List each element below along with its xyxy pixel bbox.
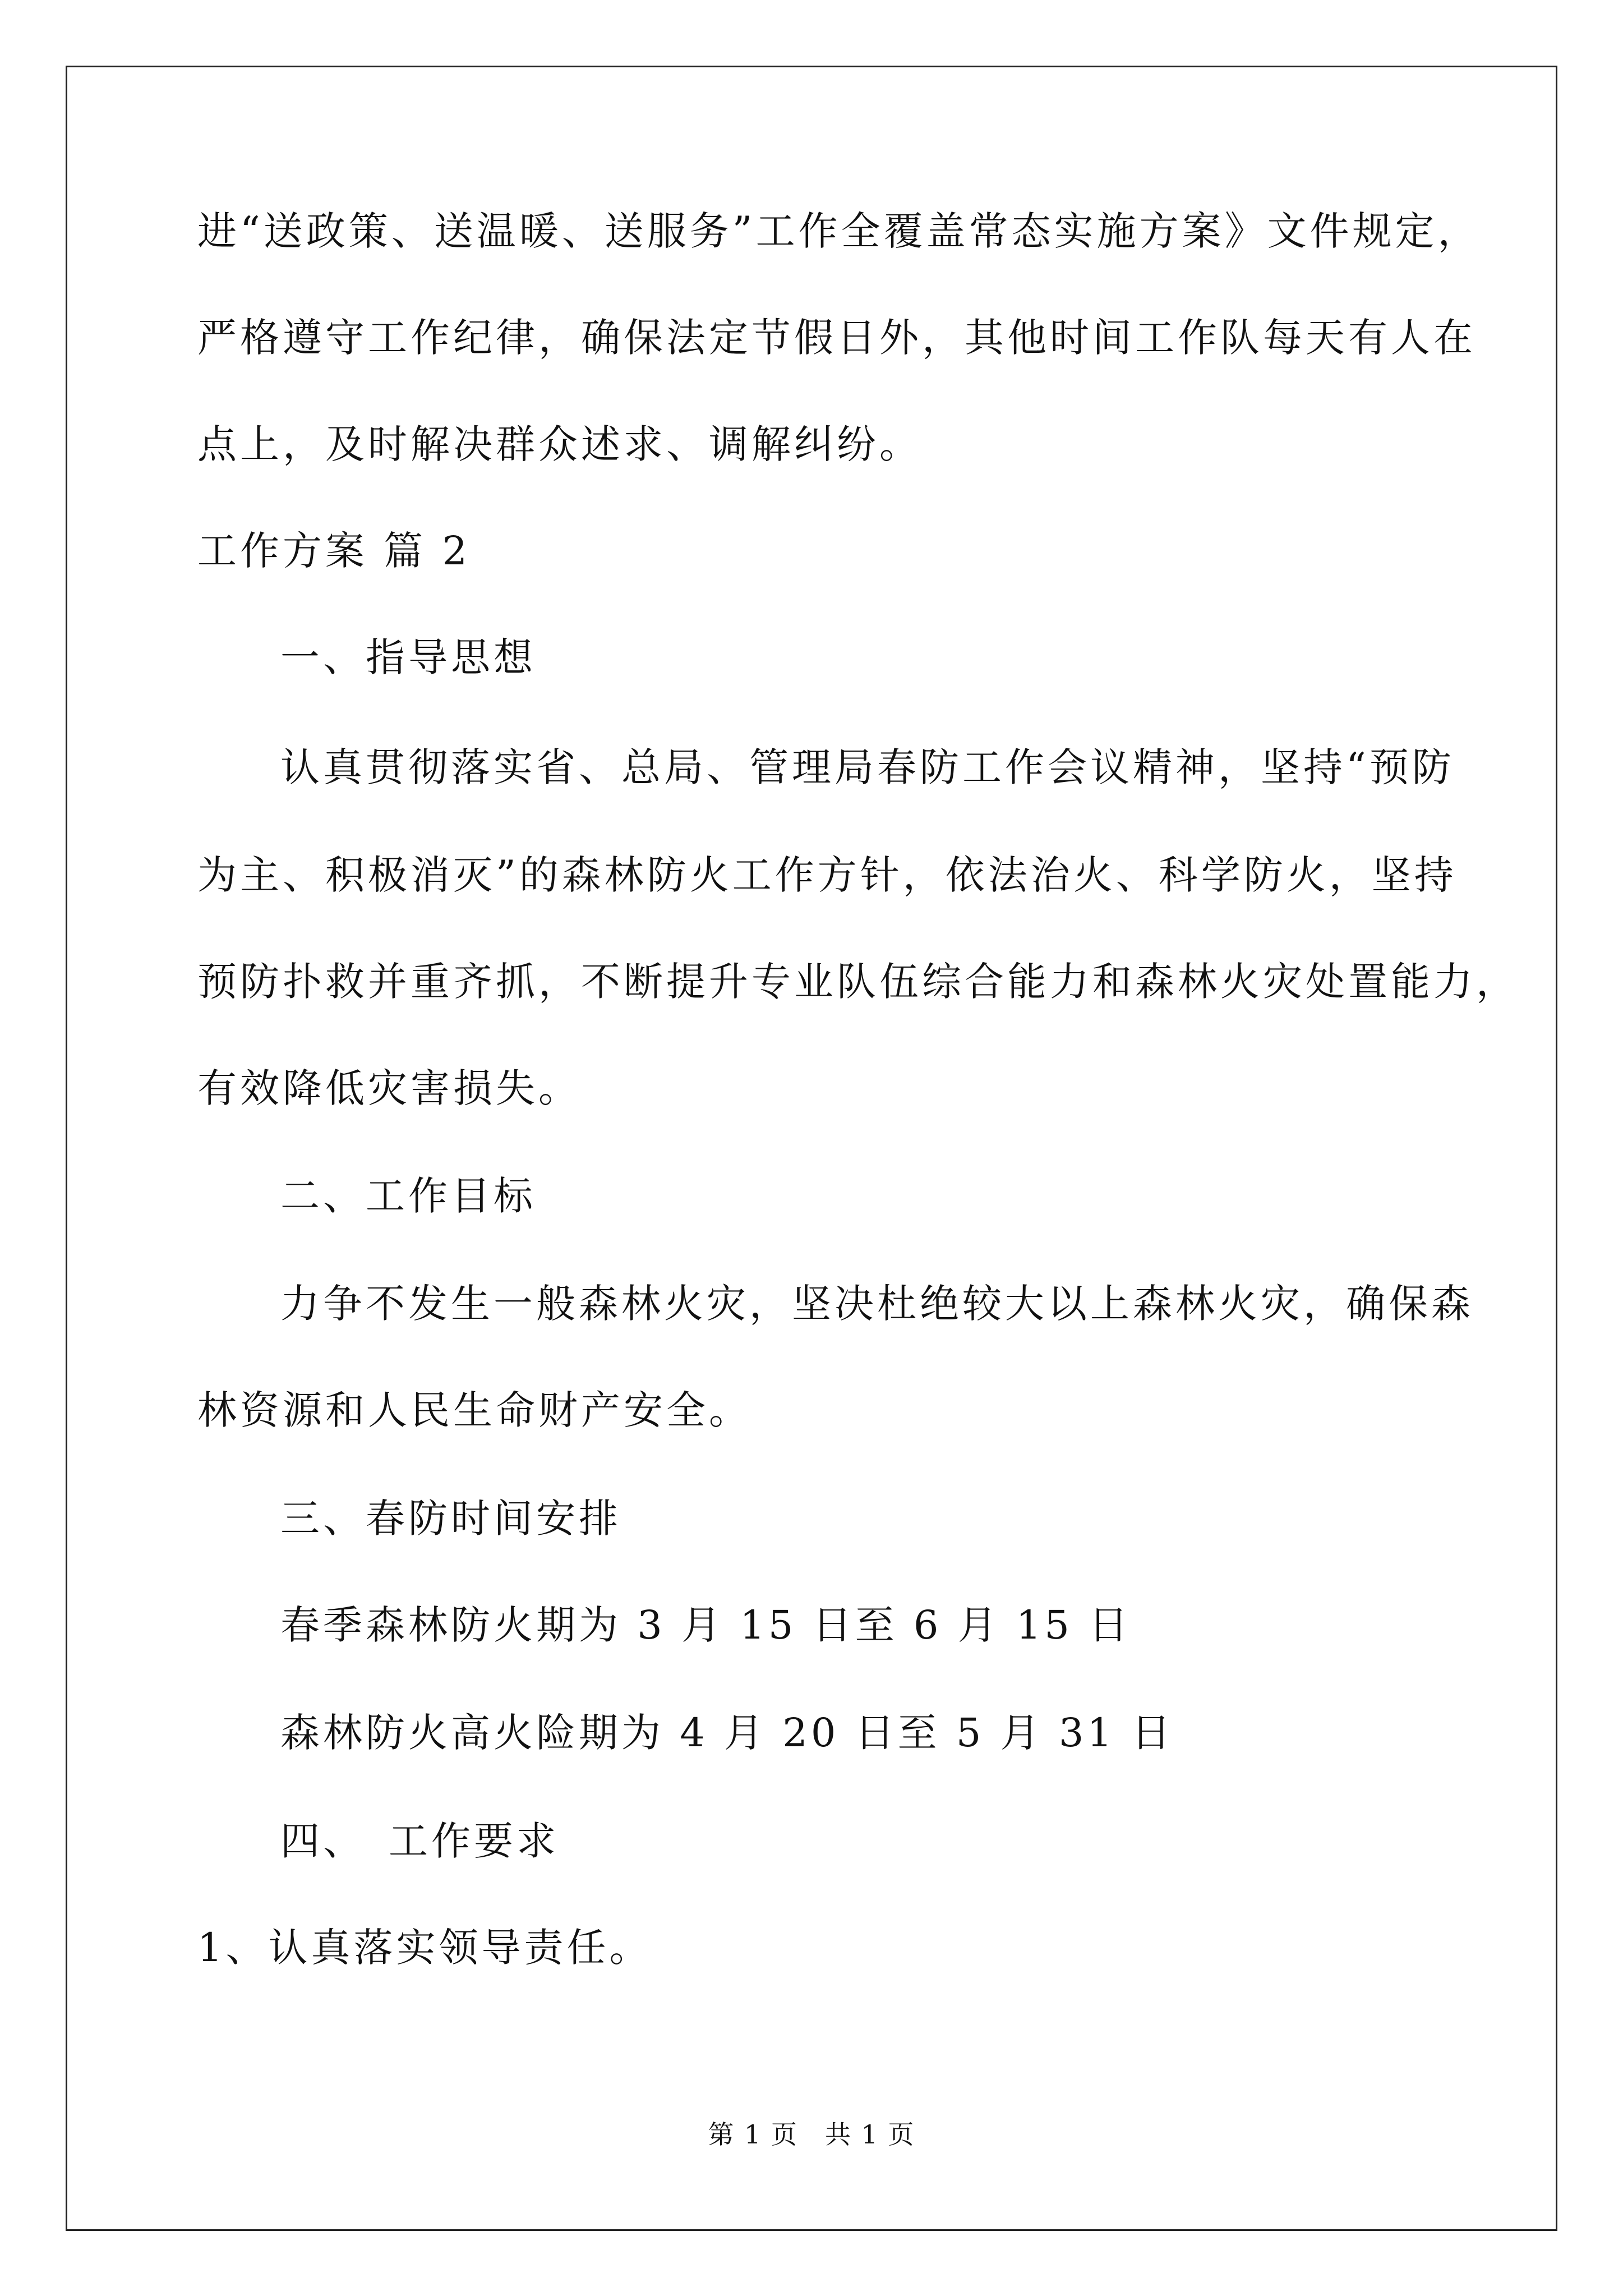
schedule-line: 春季森林防火期为 3 月 15 日至 6 月 15 日 [280, 1602, 1132, 1648]
paragraph-line: 有效降低灾害损失。 [197, 1065, 581, 1111]
paragraph-line: 进“送政策、送温暖、送服务”工作全覆盖常态实施方案》文件规定， [197, 208, 1481, 254]
document-body [197, 208, 1519, 1971]
heading-guiding-ideology: 一、指导思想 [280, 634, 536, 680]
heading-work-goals: 二、工作目标 [280, 1173, 536, 1219]
paragraph-line: 认真贯彻落实省、总局、管理局春防工作会议精神，坚持“预防 [280, 744, 1455, 790]
paragraph-line: 林资源和人民生命财产安全。 [197, 1387, 751, 1433]
paragraph-line: 为主、积极消灭”的森林防火工作方针，依法治火、科学防火，坚持 [197, 852, 1457, 898]
section-title: 工作方案 篇 2 [197, 528, 471, 574]
heading-schedule: 三、春防时间安排 [280, 1496, 621, 1542]
list-item: 1、认真落实领导责任。 [197, 1925, 652, 1971]
schedule-line: 森林防火高火险期为 4 月 20 日至 5 月 31 日 [280, 1710, 1174, 1756]
heading-work-requirements: 四、 工作要求 [280, 1818, 559, 1864]
paragraph-line: 点上，及时解决群众述求、调解纠纷。 [197, 421, 922, 467]
page-footer: 第 1 页 共 1 页 [708, 2119, 915, 2150]
paragraph-line: 力争不发生一般森林火灾，坚决杜绝较大以上森林火灾，确保森 [280, 1281, 1474, 1327]
paragraph-line: 预防扑救并重齐抓，不断提升专业队伍综合能力和森林火灾处置能力， [197, 959, 1519, 1005]
paragraph-line: 严格遵守工作纪律，确保法定节假日外，其他时间工作队每天有人在 [197, 315, 1476, 361]
